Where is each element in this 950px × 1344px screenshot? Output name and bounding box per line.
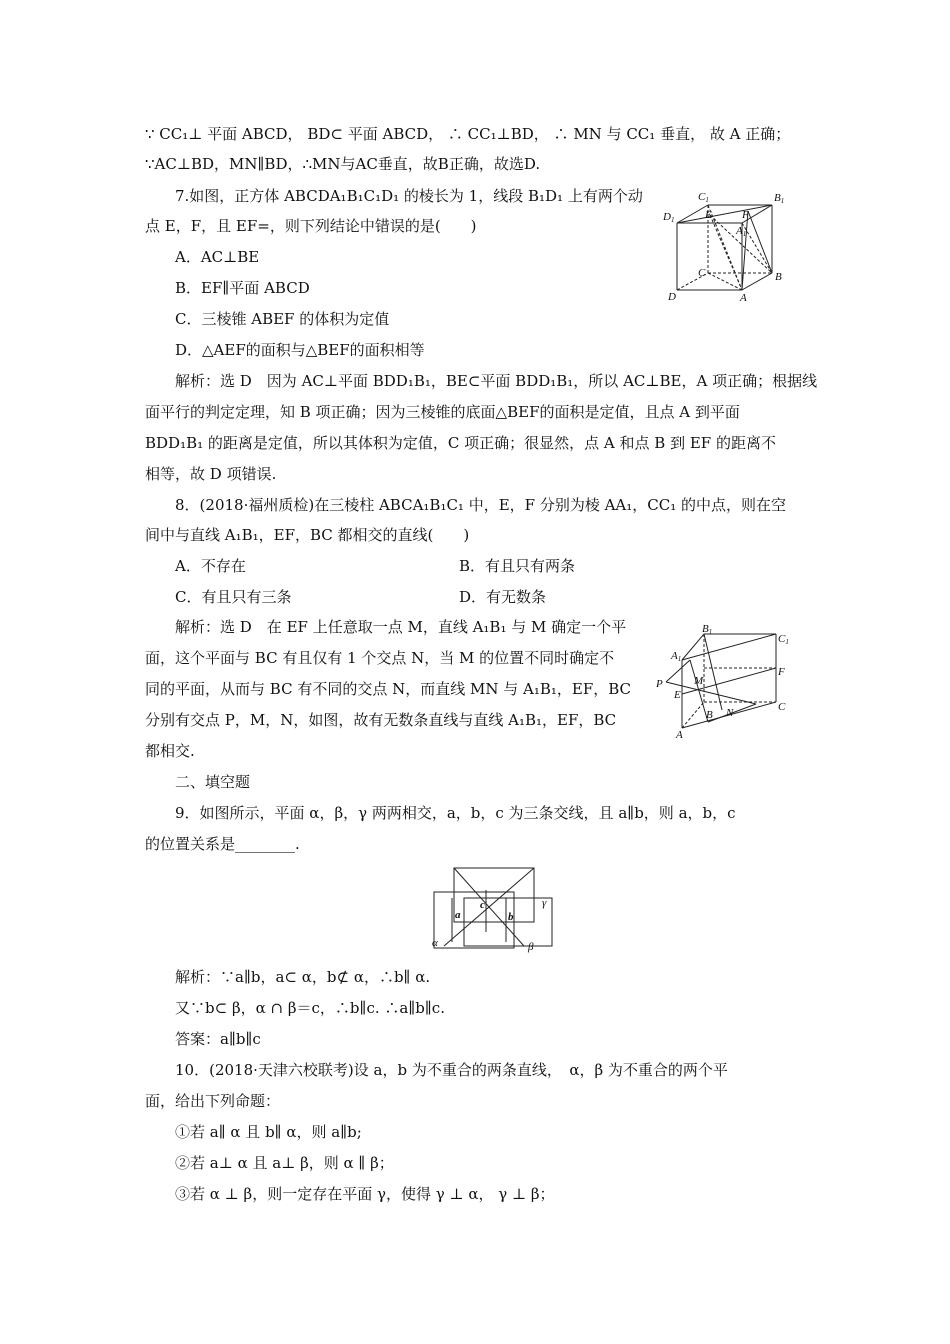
q10-stem-line-2: 面，给出下列命题： (145, 1092, 281, 1110)
q7-solution-line-2: 面平行的判定定理，知 B 项正确；因为三棱锥的底面△BEF的面积是定值，且点 A 到平面 (145, 403, 740, 421)
proof-line-1: ∵ CC₁⊥ 平面 ABCD， BD⊂ 平面 ABCD， ∴ CC₁⊥BD， ∴ MN 与 CC₁ 垂直， 故 A 正确； (145, 125, 791, 143)
label-B1: B1 (774, 192, 785, 205)
label-b: b (508, 911, 514, 923)
q8-option-d: D．有无数条 (459, 588, 547, 606)
label-C1: C1 (698, 191, 709, 204)
q7-option-a: A．AC⊥BE (175, 248, 260, 266)
label-alpha: α (432, 937, 438, 949)
label-B: B (775, 271, 782, 283)
q8-solution-line-5: 都相交. (145, 742, 195, 760)
q9-planes-figure (424, 862, 560, 954)
q7-cube-figure (660, 188, 800, 306)
label-F: F (778, 666, 785, 678)
q7-solution-line-3: BDD₁B₁ 的距离是定值，所以其体积为定值，C 项正确；很显然，点 A 和点 B 到 EF 的距离不 (145, 434, 776, 452)
q7-option-d: D．△AEF的面积与△BEF的面积相等 (175, 341, 425, 359)
q8-solution-line-1: 解析：选 D 在 EF 上任意取一点 M，直线 A₁B₁ 与 M 确定一个平 (175, 618, 627, 636)
q10-proposition-1: ①若 a∥ α 且 b∥ α，则 a∥b; (175, 1123, 362, 1141)
q7-solution-line-4: 相等，故 D 项错误. (145, 465, 277, 483)
q7-option-c: C．三棱锥 ABEF 的体积为定值 (175, 310, 390, 328)
label-M: M (694, 675, 704, 687)
label-A1: A1 (671, 650, 682, 663)
q8-solution-line-2: 面，这个平面与 BC 有且仅有 1 个交点 N，当 M 的位置不同时确定不 (145, 649, 615, 667)
q8-solution-line-4: 分别有交点 P，M，N，如图，故有无数条直线与直线 A₁B₁，EF，BC (145, 711, 617, 729)
label-E: E (674, 689, 681, 701)
q9-stem-line-2: 的位置关系是________. (145, 835, 300, 853)
proof-line-2: ∵AC⊥BD，MN∥BD，∴MN与AC垂直，故B正确，故选D. (145, 155, 541, 173)
q9-solution-line-1: 解析：∵a∥b，a⊂ α，b⊄ α，∴b∥ α. (175, 968, 431, 986)
label-beta: β (528, 941, 534, 953)
label-E: E (705, 209, 712, 221)
q8-solution-line-3: 同的平面，从而与 BC 有不同的交点 N，而直线 MN 与 A₁B₁，EF，BC (145, 680, 632, 698)
q8-option-c: C．有且只有三条 (175, 588, 292, 606)
label-N: N (726, 707, 734, 719)
label-A: A (676, 729, 683, 741)
label-F: F (742, 209, 749, 221)
q8-option-b: B．有且只有两条 (459, 557, 576, 575)
label-c: c (480, 899, 485, 911)
q10-proposition-2: ②若 a⊥ α 且 a⊥ β，则 α ∥ β； (175, 1154, 394, 1172)
q7-stem-line-2: 点 E，F，且 EF=，则下列结论中错误的是( ) (145, 217, 477, 235)
label-D1: D1 (663, 211, 675, 224)
q8-prism-figure (652, 620, 800, 742)
label-gamma: γ (542, 897, 547, 909)
q8-stem-line-2: 间中与直线 A₁B₁，EF，BC 都相交的直线( ) (145, 526, 470, 544)
label-A: A (740, 292, 747, 304)
label-P: P (656, 678, 663, 690)
label-A1: A1 (736, 225, 747, 238)
label-B: B (706, 709, 713, 721)
q9-stem-line-1: 9．如图所示，平面 α，β，γ 两两相交，a，b，c 为三条交线，且 a∥b，则 a，b，c (175, 804, 736, 822)
q9-solution-line-2: 又∵b⊂ β，α ∩ β＝c，∴b∥c. ∴a∥b∥c. (175, 999, 445, 1017)
label-C1: C1 (778, 633, 789, 646)
q10-stem-line-1: 10．(2018·天津六校联考)设 a，b 为不重合的两条直线， α，β 为不重合的两个平 (175, 1061, 728, 1079)
q9-answer: 答案：a∥b∥c (175, 1030, 261, 1048)
label-D: D (668, 291, 676, 303)
q7-solution-line-1: 解析：选 D 因为 AC⊥平面 BDD₁B₁，BE⊂平面 BDD₁B₁，所以 AC⊥BE，A 项正确；根据线 (175, 372, 818, 390)
q7-stem-line-1: 7.如图，正方体 ABCDA₁B₁C₁D₁ 的棱长为 1，线段 B₁D₁ 上有两个动 (175, 187, 643, 205)
q10-proposition-3: ③若 α ⊥ β，则一定存在平面 γ，使得 γ ⊥ α， γ ⊥ β； (175, 1185, 555, 1203)
q8-stem-line-1: 8．(2018·福州质检)在三棱柱 ABCA₁B₁C₁ 中，E，F 分别为棱 AA₁，CC₁ 的中点，则在空 (175, 496, 787, 514)
label-a: a (455, 909, 461, 921)
q8-option-a: A．不存在 (175, 557, 246, 575)
label-C: C (698, 267, 706, 279)
section-heading: 二、填空题 (175, 773, 251, 791)
label-C: C (778, 701, 786, 713)
q7-option-b: B．EF∥平面 ABCD (175, 279, 310, 297)
label-B1: B1 (702, 623, 713, 636)
